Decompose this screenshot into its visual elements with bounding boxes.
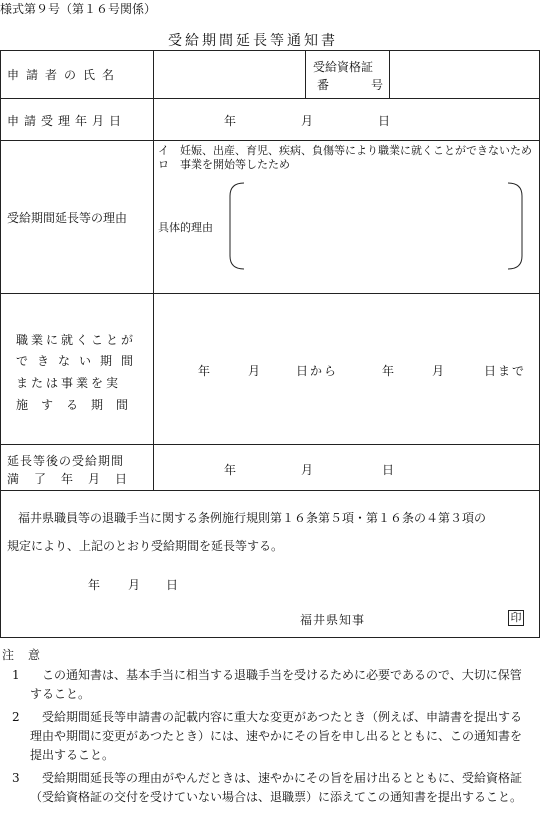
statement-line-2: 規定により、上記のとおり受給期間を延長等する。 [7, 539, 284, 553]
period-start-year: 年 [198, 364, 211, 378]
note-item [12, 769, 530, 829]
note-number: 3 [12, 771, 20, 785]
statement-line-1: 福井県職員等の退職手当に関する条例施行規則第１６条第５項・第１６条の４第３項の [18, 511, 487, 525]
note-item [12, 666, 530, 706]
note-number: 1 [12, 668, 20, 682]
period-label-line-2: できない期間 [16, 354, 143, 368]
expiry-label-line-2: 満了年月日 [7, 472, 143, 486]
period-label-line-3: または事業を実 [16, 376, 122, 390]
expiry-year: 年 [224, 463, 237, 477]
applicant-name-label-text: 申請者の氏名 [7, 68, 122, 82]
note-item [12, 708, 530, 768]
cert-number-label-go: 号 [371, 78, 384, 92]
specific-reason-label: 具体的理由 [158, 221, 213, 234]
cert-number-field[interactable] [390, 51, 539, 98]
applicant-name-label [7, 66, 140, 83]
cert-number-label-1: 受給資格証 [313, 60, 374, 74]
expiry-day: 日 [382, 463, 395, 477]
received-month: 月 [301, 114, 314, 128]
seal-stamp: 印 [508, 610, 524, 626]
note-text: この通知書は、基本手当に相当する退職手当を受けるために必要であるので、大切に保管すること。 [30, 668, 522, 701]
received-year: 年 [224, 114, 237, 128]
issue-month: 月 [128, 578, 141, 592]
issue-year: 年 [88, 578, 101, 592]
period-label-line-1: 職業に就くことが [16, 333, 137, 347]
cert-number-label-ban: 番 [317, 78, 330, 92]
notes-heading: 注 意 [2, 648, 42, 662]
specific-reason-field[interactable] [246, 186, 506, 266]
note-number: 2 [12, 710, 20, 724]
received-date-label: 申請受理年月日 [7, 114, 127, 128]
period-end-year: 年 [382, 364, 395, 378]
form-id: 様式第９号（第１６号関係） [0, 2, 157, 16]
reason-label: 受給期間延長等の理由 [7, 211, 128, 225]
note-text: 受給期間延長等の理由がやんだときは、速やかにその旨を届け出るとともに、受給資格証（受給資格証の交付を受けていない場合は、退職票）に添えてこの通知書を提出すること。 [30, 771, 523, 804]
reason-option-i[interactable]: イ 妊娠、出産、育児、疾病、負傷等により職業に就くことができないため [158, 144, 532, 157]
issue-day: 日 [166, 578, 179, 592]
period-start-month: 月 [248, 364, 261, 378]
expiry-label-line-1: 延長等後の受給期間 [7, 454, 125, 468]
period-start-day: 日から [296, 364, 339, 378]
period-end-day: 日まで [484, 364, 527, 378]
period-end-month: 月 [432, 364, 445, 378]
applicant-name-field[interactable] [153, 51, 305, 98]
expiry-month: 月 [301, 463, 314, 477]
note-text: 受給期間延長等申請書の記載内容に重大な変更があつたとき（例えば、申請書を提出する理由や期間に変更があつたとき）には、速やかにその旨を申し出るとともに、この通知書を提出すること。 [30, 710, 523, 762]
issuer-name: 福井県知事 [300, 613, 366, 627]
period-label-line-4: 施する期間 [16, 398, 142, 412]
received-day: 日 [378, 114, 391, 128]
reason-option-ro[interactable]: ロ 事業を開始等したため [158, 158, 290, 171]
document-title: 受給期間延長等通知書 [168, 33, 338, 49]
